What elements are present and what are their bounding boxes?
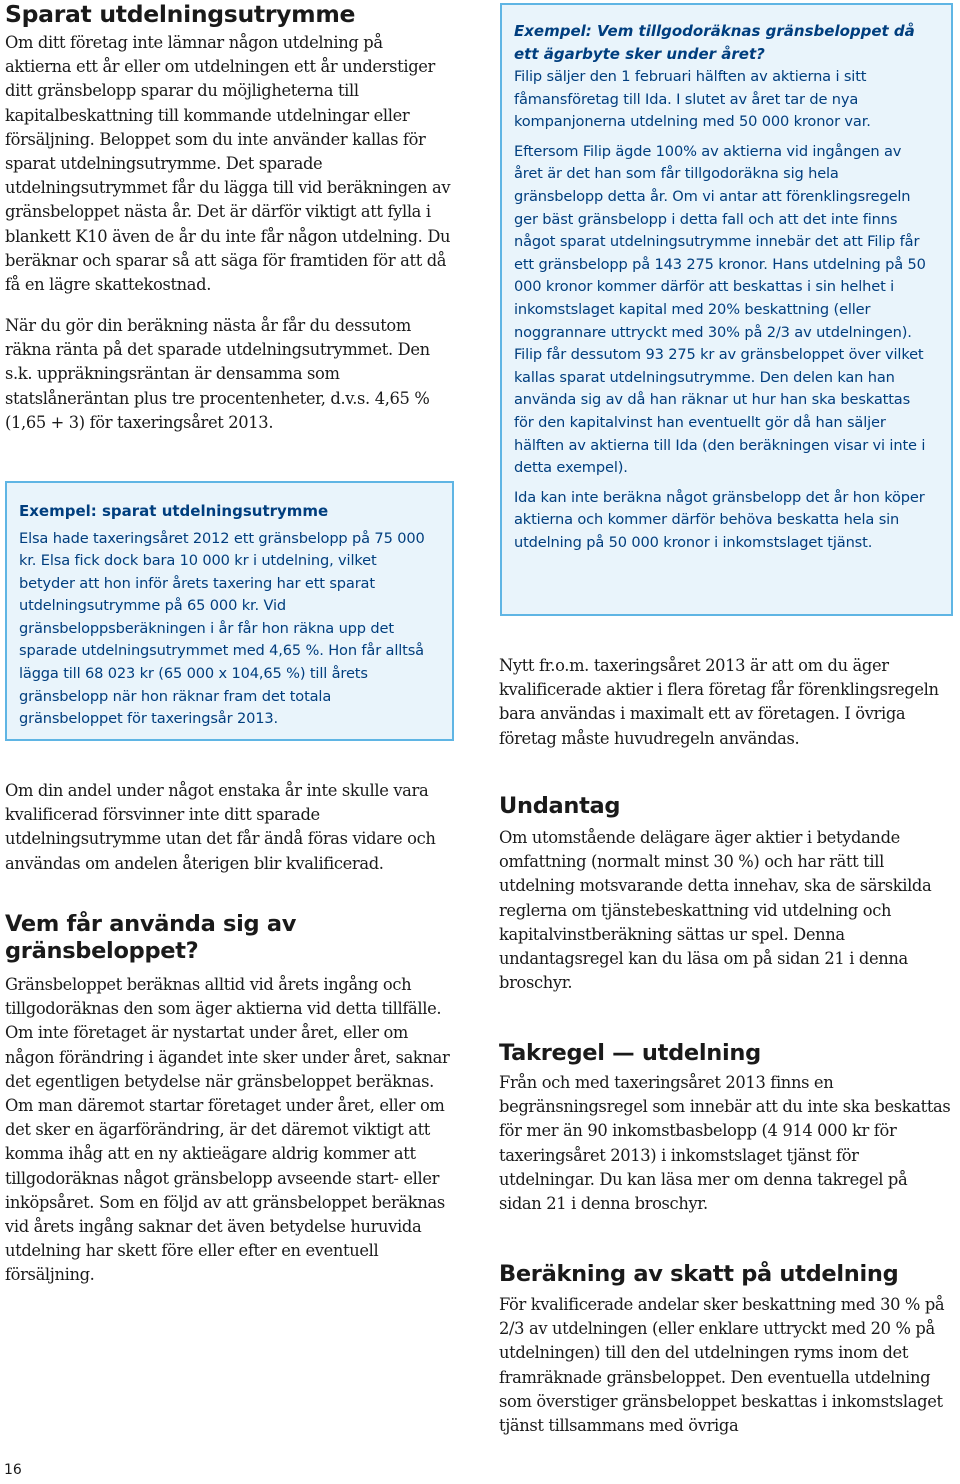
example-box-sparat bbox=[5, 481, 454, 741]
page-number: 16 bbox=[4, 1462, 22, 1478]
paragraph-gransbelopp-ingang: Gränsbeloppet beräknas alltid vid årets ingång och tillgodoräknas den som äger aktierna vid detta tillfälle. Om inte företaget är nystartat under året, eller om någon förändring i ägandet inte sker under året, saknar det egentligen betydelse när gränsbeloppet beräknas. Om man däremot startar företaget under året, eller om det sker en ägarförändring, är det däremot viktigt att komma ihåg att en ny aktieägare aldrig kommer att tillgodoräknas något gränsbelopp avseende start- eller inköpsåret. Som en följd av att gränsbeloppet beräknas vid årets ingång saknar det även betydelse huruvida utdelning har skett före eller efter en eventuell försäljning. bbox=[5, 975, 450, 1285]
paragraph-sparat-intro: Om ditt företag inte lämnar någon utdelning på aktierna ett år eller om utdelningen ett år understiger ditt gränsbelopp sparar du möjligheterna till kapitalbeskattning till kommande utdelningar eller försäljning. Beloppet som du inte använder kallas för sparat utdelningsutrymme. Det sparade utdelningsutrymmet får du lägga till vid beräkningen av gränsbeloppet nästa år. Det är därför viktigt att fylla i blankett K10 även de år du inte får någon utdelning. Du beräknar och sparar så att säga för framtiden för att då få en lägre skattekostnad. bbox=[5, 33, 451, 295]
heading-berakning-skatt: Beräkning av skatt på utdelning bbox=[499, 1261, 899, 1287]
example-box-agarbyte-p1: Filip säljer den 1 februari hälften av aktierna i sitt fåmansföretag till Ida. I slutet av året tar de nya kompanjonerna utdelning med 50 000 kronor var. bbox=[514, 68, 871, 131]
paragraph-berakning-skatt: För kvalificerade andelar sker beskattning med 30 % på 2/3 av utdelningen (eller enklare uttryckt med 20 % på utdelningen) till den del utdelningen ryms inom det framräknade gränsbeloppet. Den eventuella utdelning som överstiger gränsbeloppet beskattas i inkomstslaget tjänst tillsammans med övriga bbox=[499, 1295, 945, 1436]
heading-takregel: Takregel — utdelning bbox=[499, 1040, 761, 1066]
example-box-agarbyte bbox=[500, 3, 953, 616]
heading-undantag: Undantag bbox=[499, 793, 621, 819]
heading-vem-far-anvanda: Vem får använda sig av gränsbeloppet? bbox=[5, 911, 297, 964]
paragraph-kvalificerad: Om din andel under något enstaka år inte skulle vara kvalificerad försvinner inte ditt sparade utdelningsutrymme utan det får ändå föras vidare och användas om andelen återigen blir kvalificerad. bbox=[5, 781, 436, 873]
example-box-agarbyte-p3: Ida kan inte beräkna något gränsbelopp det år hon köper aktierna och kommer därför behöva beskatta hela sin utdelning på 50 000 kronor i inkomstslaget tjänst. bbox=[514, 488, 925, 551]
example-box-agarbyte-title: Exempel: Vem tillgodoräknas gränsbeloppet då ett ägarbyte sker under året? bbox=[514, 22, 915, 63]
example-box-sparat-title: Exempel: sparat utdelningsutrymme bbox=[19, 502, 329, 520]
section-title-sparat: Sparat utdelningsutrymme bbox=[5, 0, 356, 28]
example-box-sparat-text: Elsa hade taxeringsåret 2012 ett gränsbelopp på 75 000 kr. Elsa fick dock bara 10 000 kr i utdelning, vilket betyder att hon inför årets taxering har ett sparat utdelningsutrymme på 65 000 kr. Vid gränsbeloppsberäkningen i år får hon räkna upp det sparade utdelningsutrymmet med 4,65 %. Hon får alltså lägga till 68 023 kr (65 000 x 104,65 %) till årets gränsbelopp när hon räknar fram det totala gränsbeloppet för taxeringsår 2013. bbox=[19, 529, 425, 728]
example-box-agarbyte-p2: Eftersom Filip ägde 100% av aktierna vid ingången av året är det han som får tillgodoräkna sig hela gränsbelopp detta år. Om vi antar att förenklingsregeln ger bäst gränsbelopp i detta fall och att det inte finns något sparat utdelningsutrymme innebär det att Filip får ett gränsbelopp på 143 275 kronor. Hans utdelning på 50 000 kronor kommer därför att beskattas i sin helhet i inkomstslaget kapital med 20% beskattning (eller noggrannare uttryckt med 30% på 2/3 av utdelningen). Filip får dessutom 93 275 kr av gränsbeloppet över vilket kallas sparat utdelningsutrymme. Den delen kan han använda sig av då han räknar ut hur han ska beskattas för den kapitalvinst han eventuellt gör då han säljer hälften av aktierna till Ida (den beräkningen visar vi inte i detta exempel). bbox=[514, 142, 926, 477]
paragraph-upprakningsranta: När du gör din beräkning nästa år får du dessutom räkna ränta på det sparade utdelningsutrymmet. Den s.k. uppräkningsräntan är densamma som statslåneräntan plus tre procentenheter, d.v.s. 4,65 % (1,65 + 3) för taxeringsåret 2013. bbox=[5, 316, 430, 432]
paragraph-takregel: Från och med taxeringsåret 2013 finns en begränsningsregel som innebär att du inte ska beskattas för mer än 90 inkomstbasbelopp (4 914 000 kr för taxeringsåret 2013) i inkomstslaget tjänst för utdelningar. Du kan läsa mer om denna takregel på sidan 21 i denna broschyr. bbox=[499, 1073, 951, 1214]
paragraph-nytt-fr-o-m: Nytt fr.o.m. taxeringsåret 2013 är att om du äger kvalificerade aktier i flera företag får förenklingsregeln bara användas i maximalt ett av företagen. I övriga företag måste huvudregeln användas. bbox=[499, 656, 939, 748]
paragraph-undantag: Om utomstående delägare äger aktier i betydande omfattning (normalt minst 30 %) och har rätt till utdelning motsvarande detta innehav, ska de särskilda reglerna om tjänstebeskattning vid utdelning och kapitalvinstberäkning sättas ur spel. Denna undantagsregel kan du läsa om på sidan 21 i denna broschyr. bbox=[499, 828, 932, 993]
